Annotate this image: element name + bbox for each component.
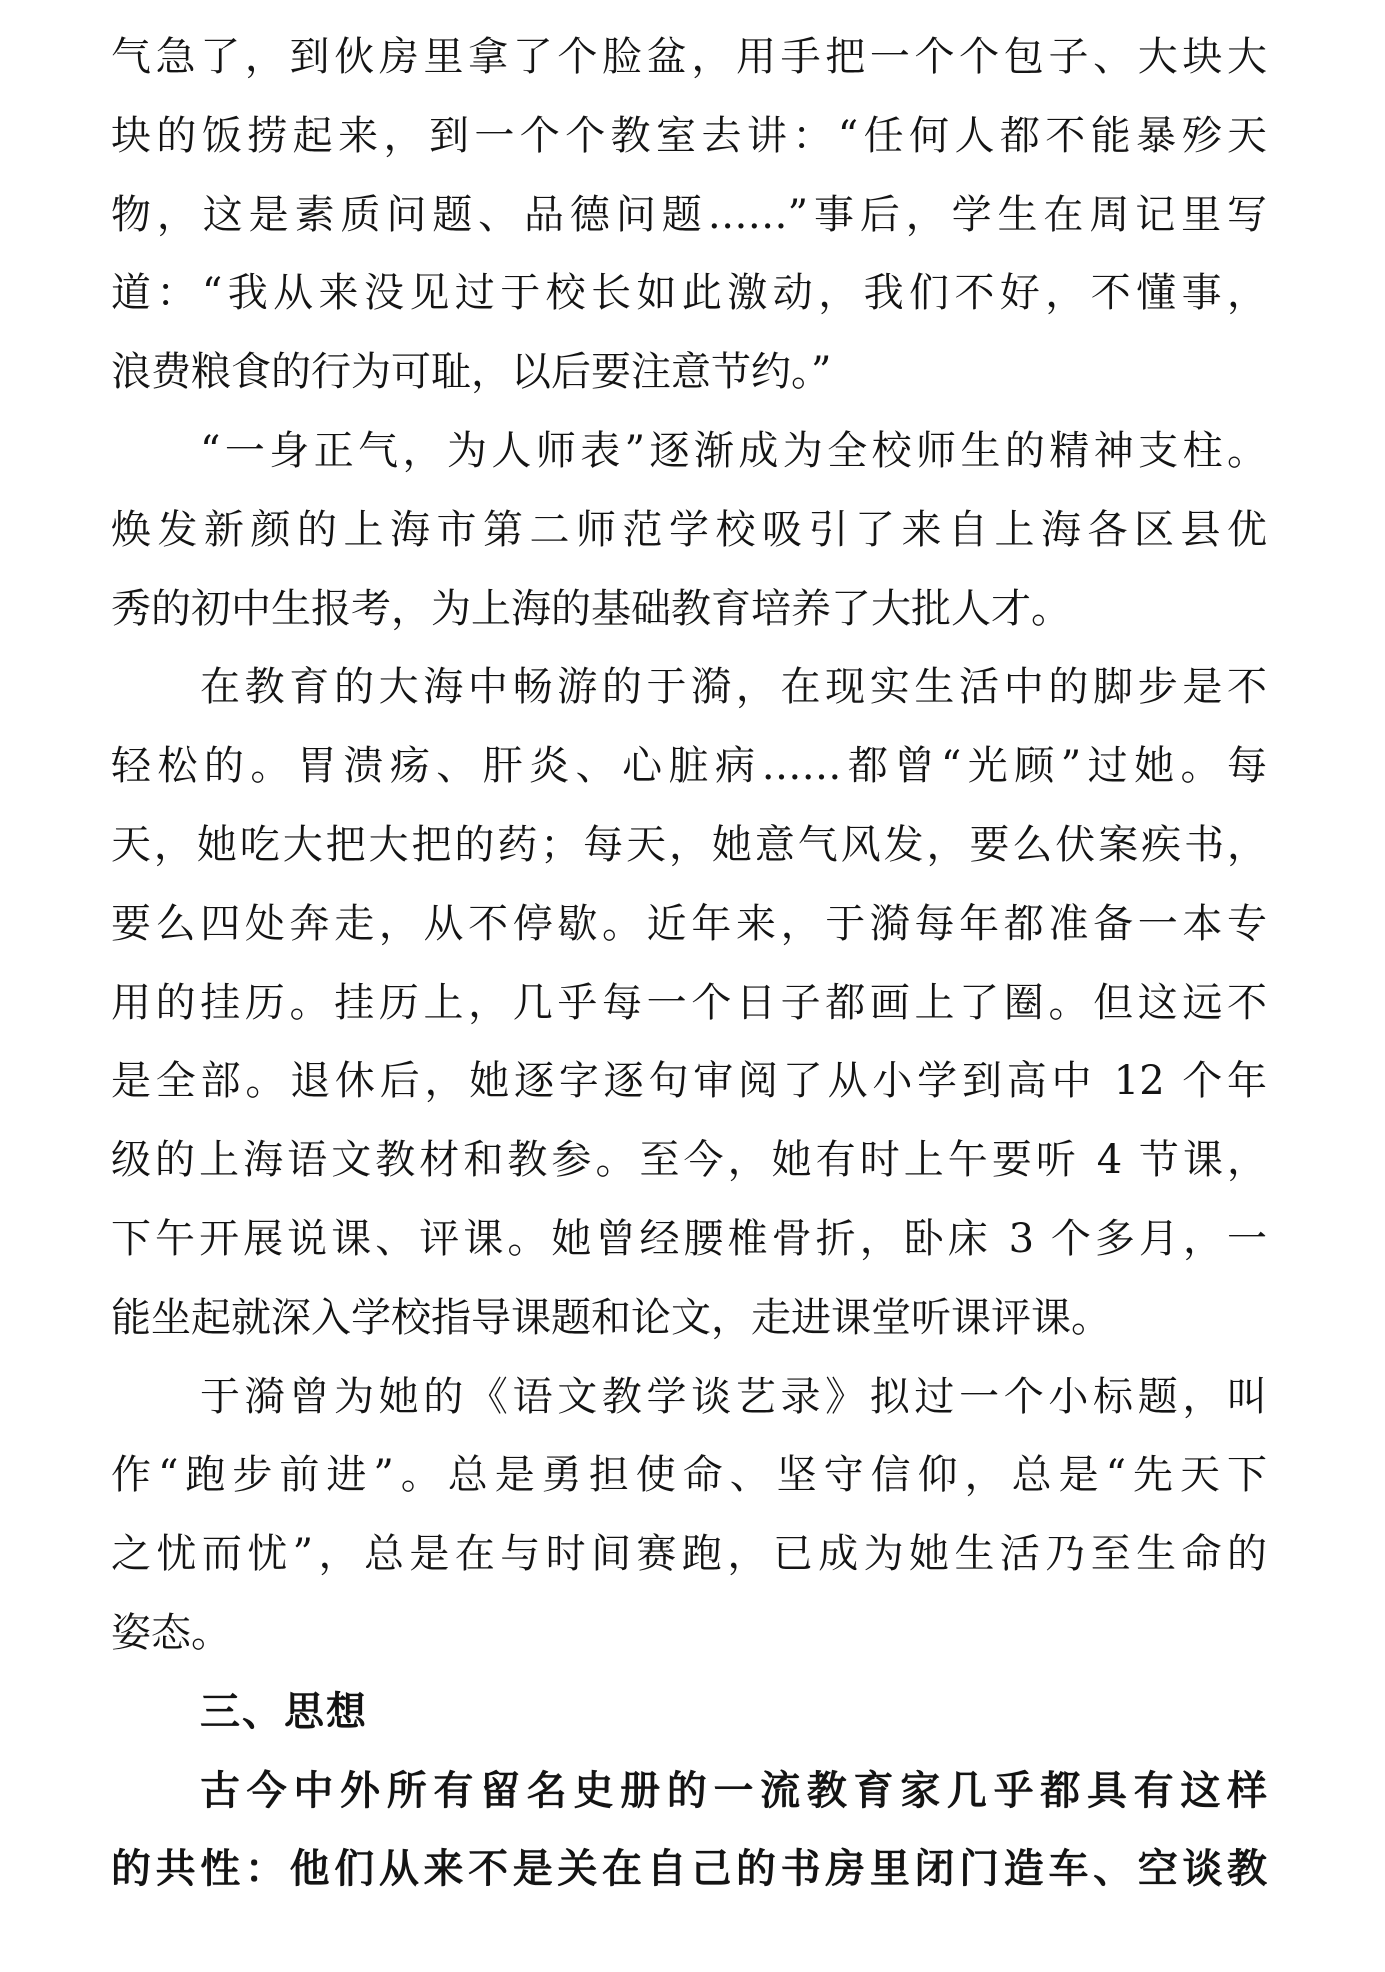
text-line: 块的饭捞起来，到一个个教室去讲：“任何人都不能暴殄天 bbox=[111, 112, 1267, 159]
text-line: 用的挂历。挂历上，几乎每一个日子都画上了圈。但这远不 bbox=[111, 979, 1267, 1026]
text-line: 秀的初中生报考，为上海的基础教育培养了大批人才。 bbox=[111, 585, 1071, 632]
text-line: 要么四处奔走，从不停歇。近年来，于漪每年都准备一本专 bbox=[111, 900, 1267, 947]
paragraph bbox=[111, 648, 1267, 1357]
text-line: 浪费粮食的行为可耻，以后要注意节约。” bbox=[111, 349, 832, 396]
text-line: 下午开展说课、评课。她曾经腰椎骨折，卧床 3 个多月，一 bbox=[111, 1215, 1267, 1262]
text-line: 焕发新颜的上海市第二师范学校吸引了来自上海各区县优 bbox=[111, 506, 1267, 553]
text-line: 于漪曾为她的《语文教学谈艺录》拟过一个小标题，叫 bbox=[200, 1373, 1267, 1420]
paragraph bbox=[111, 18, 1267, 412]
text-line: 的共性：他们从来不是关在自己的书房里闭门造车、空谈教 bbox=[111, 1845, 1267, 1893]
text-line: 之忧而忧”，总是在与时间赛跑，已成为她生活乃至生命的 bbox=[111, 1531, 1267, 1578]
text-line: 物，这是素质问题、品德问题……”事后，学生在周记里写 bbox=[111, 191, 1267, 238]
document-page bbox=[111, 18, 1267, 1909]
text-line: 在教育的大海中畅游的于漪，在现实生活中的脚步是不 bbox=[200, 664, 1267, 711]
section-heading: 三、思想 bbox=[200, 1688, 368, 1735]
text-line: 道：“我从来没见过于校长如此激动，我们不好，不懂事， bbox=[111, 270, 1267, 317]
text-line: 级的上海语文教材和教参。至今，她有时上午要听 4 节课， bbox=[111, 1137, 1267, 1184]
text-line: 气急了，到伙房里拿了个脸盆，用手把一个个包子、大块大 bbox=[111, 34, 1267, 80]
text-line: 能坐起就深入学校指导课题和论文，走进课堂听课评课。 bbox=[111, 1294, 1111, 1341]
paragraph bbox=[111, 1752, 1267, 1910]
text-line: 是全部。退休后，她逐字逐句审阅了从小学到高中 12 个年 bbox=[111, 1058, 1267, 1105]
text-line: 轻松的。胃溃疡、肝炎、心脏病……都曾“光顾”过她。每 bbox=[111, 743, 1267, 790]
text-line: 古今中外所有留名史册的一流教育家几乎都具有这样 bbox=[200, 1766, 1267, 1814]
text-line: “一身正气，为人师表”逐渐成为全校师生的精神支柱。 bbox=[200, 427, 1267, 474]
text-line: 作“跑步前进”。总是勇担使命、坚守信仰，总是“先天下 bbox=[111, 1452, 1267, 1499]
text-line: 姿态。 bbox=[111, 1609, 231, 1656]
paragraph bbox=[111, 1358, 1267, 1673]
paragraph bbox=[111, 412, 1267, 648]
text-line: 天，她吃大把大把的药；每天，她意气风发，要么伏案疾书， bbox=[111, 821, 1267, 868]
